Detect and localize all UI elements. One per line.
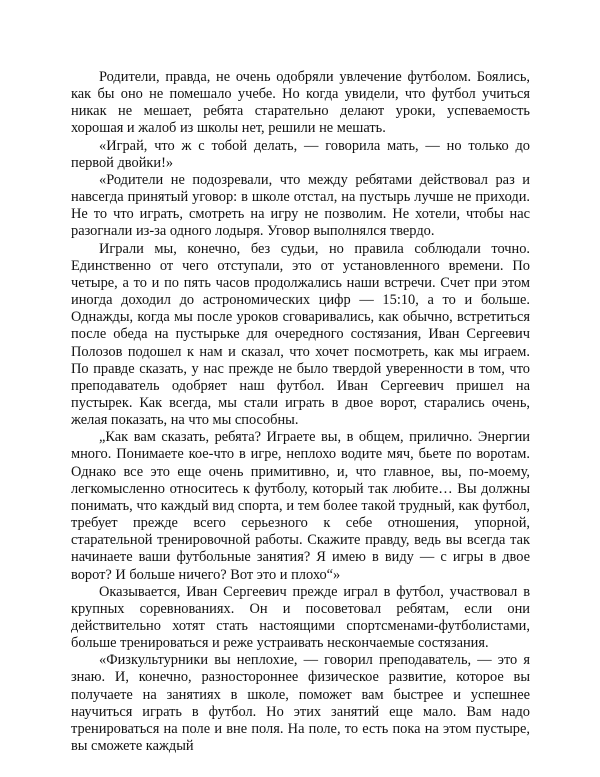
paragraph: Играли мы, конечно, без судьи, но правила соблюдали точно. Единственно от чего отступали, это от установленного времени. По четыре, а то и по пять часов продолжались наши встречи. Счет при этом иногда доходил до астрономических цифр — 15:10, а то и больше. Однажды, когда мы после уроков сговаривались, как обычно, встретиться после обеда на пустырьке для очередного состязания, Иван Сергеевич Полозов подошел к нам и сказал, что хочет посмотреть, как мы играем. По правде сказать, у нас прежде не было твердой уверенности в том, что преподаватель одобряет наш футбол. Иван Сергеевич пришел на пустырек. Как всегда, мы стали играть в двое ворот, старались очень, желая показать, на что мы способны. [71, 240, 530, 429]
paragraph: Оказывается, Иван Сергеевич прежде играл в футбол, участвовал в крупных соревнованиях. Он и посоветовал ребятам, если они действительно хотят стать настоящими спортсменами-футболистами, больше тренироваться и реже устраивать нескончаемые состязания. [71, 583, 530, 652]
paragraph: «Играй, что ж с тобой делать, — говорила мать, — но только до первой двойки!» [71, 137, 530, 171]
document-page [71, 69, 530, 755]
paragraph: Родители, правда, не очень одобряли увлечение футболом. Боялись, как бы оно не помешало учебе. Но когда увидели, что футбол учиться никак не мешает, ребята старательно делают уроки, успеваемость хорошая и жалоб из школы нет, решили не мешать. [71, 69, 530, 137]
paragraph: „Как вам сказать, ребята? Играете вы, в общем, прилично. Энергии много. Понимаете кое-что в игре, неплохо водите мяч, бьете по воротам. Однако все это еще очень примитивно, и, что главное, вы, по-моему, легкомысленно относитесь к футболу, который так любите… Вы должны понимать, что каждый вид спорта, и тем более такой трудный, как футбол, требует прежде всего серьезного к себе отношения, упорной, старательной тренировочной работы. Скажите правду, ведь вы всегда так начинаете ваши футбольные занятия? Я имею в виду — с игры в двое ворот? И больше ничего? Вот это и плохо“» [71, 429, 530, 583]
paragraph: «Родители не подозревали, что между ребятами действовал раз и навсегда принятый уговор: в школе отстал, на пустырь лучше не приходи. Не то что играть, смотреть на игру не позволим. Не хотели, чтобы нас разогнали из-за одного лодыря. Уговор выполнялся твердо. [71, 171, 530, 240]
paragraph: «Физкультурники вы неплохие, — говорил преподаватель, — это я знаю. И, конечно, разностороннее физическое развитие, которое вы получаете на занятиях в школе, поможет вам быстрее и успешнее научиться играть в футбол. Но этих занятий еще мало. Вам надо тренироваться на поле и вне поля. На поле, то есть пока на этом пустыре, вы сможете каждый [71, 652, 530, 755]
